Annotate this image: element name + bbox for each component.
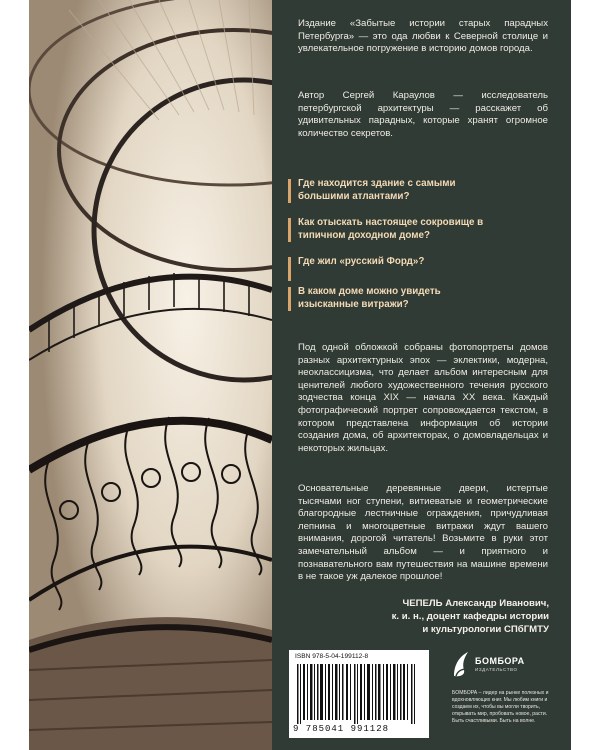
question-2: Как отыскать настоящее сокровище в типичном доходном доме? xyxy=(298,217,488,242)
publisher-logo xyxy=(452,648,532,682)
staircase-photo xyxy=(29,0,272,750)
barcode-digits: 9 785041 991128 xyxy=(293,724,390,734)
book-back-cover xyxy=(29,0,571,750)
isbn-barcode xyxy=(289,650,429,738)
publisher-subtitle: ИЗДАТЕЛЬСТВО xyxy=(475,667,518,672)
intro-paragraph-1: Издание «Забытые истории старых парадных Петербурга» — это ода любви к Северной столице и увлекательное погружение в историю домов города. xyxy=(298,18,548,55)
question-3: Где жил «русский Форд»? xyxy=(298,256,488,269)
text-panel xyxy=(272,0,571,750)
reviewer-title-1: к. и. н., доцент кафедры истории xyxy=(391,611,549,622)
body-paragraph-1: Под одной обложкой собраны фотопортреты домов разных архитектурных эпох — эклектики, модерна, неоклассицизма, что делает альбом интересным для ценителей любого художественного течения русского зодчества конца XIX — начала XX века. Каждый фотографический портрет сопровождается текстом, в котором представлена информация об истории создания дома, об архитекторах, о домовладельцах и некоторых жильцах. xyxy=(298,342,548,454)
isbn-number: ISBN 978-5-04-199112-8 xyxy=(295,653,369,660)
publisher-tagline: БОМБОРА – лидер на рынке полезных и вдохновляющих книг. Мы любим книги и создаем их, чтобы вы могли творить, открывать мир, пробовать новое, расти. Быть счастливыми. Быть на волне. xyxy=(452,690,549,724)
question-4: В каком доме можно увидеть изысканные витражи? xyxy=(298,286,488,311)
question-1: Где находится здание с самыми большими атлантами? xyxy=(298,178,488,203)
publisher-name: БОМБОРА xyxy=(475,656,525,666)
reviewer-title-2: и культурологии СПбГМТУ xyxy=(422,624,549,635)
spiral-staircase-illustration xyxy=(29,0,272,750)
bombora-wave-icon xyxy=(452,650,470,678)
body-paragraph-2: Основательные деревянные двери, истертые тысячами ног ступени, витиеватые и геометрические благородные лестничные ограждения, причудливая лепнина и многоцветные витражи ждут вашего внимания, дорогой читатель! Возьмите в руки этот замечательный альбом — и приятного и познавательного вам путешествия на машине времени в не такое уж далекое прошлое! xyxy=(298,483,548,583)
reviewer-name: ЧЕПЕЛЬ Александр Иванович, xyxy=(402,598,549,609)
intro-paragraph-2: Автор Сергей Караулов — исследователь петербургской архитектуры — расскажет об удивительных парадных, которые хранят огромное количество секретов. xyxy=(298,90,548,139)
